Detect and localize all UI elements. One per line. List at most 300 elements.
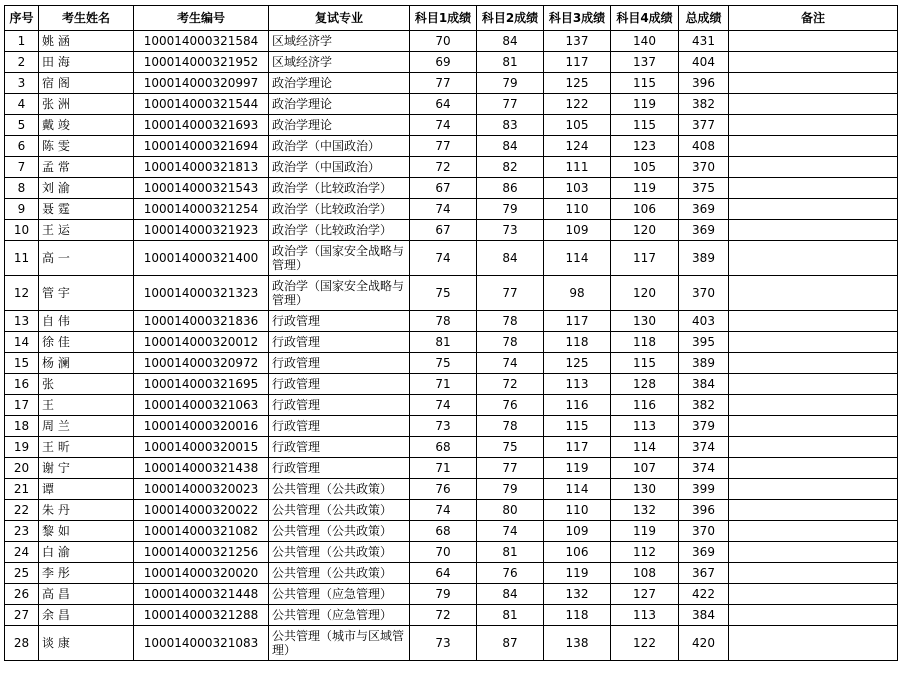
cell-score4: 114 bbox=[611, 437, 679, 458]
cell-id: 100014000321836 bbox=[134, 311, 269, 332]
cell-score2: 76 bbox=[477, 395, 544, 416]
cell-score2: 74 bbox=[477, 521, 544, 542]
cell-score1: 76 bbox=[410, 479, 477, 500]
cell-note bbox=[729, 178, 898, 199]
cell-note bbox=[729, 220, 898, 241]
cell-note bbox=[729, 52, 898, 73]
cell-total: 396 bbox=[679, 73, 729, 94]
cell-score3: 119 bbox=[544, 458, 611, 479]
cell-total: 377 bbox=[679, 115, 729, 136]
cell-score4: 116 bbox=[611, 395, 679, 416]
cell-id: 100014000320972 bbox=[134, 353, 269, 374]
cell-score3: 118 bbox=[544, 605, 611, 626]
cell-score1: 69 bbox=[410, 52, 477, 73]
cell-score3: 138 bbox=[544, 626, 611, 661]
score-table bbox=[4, 5, 898, 661]
cell-note bbox=[729, 94, 898, 115]
cell-score4: 105 bbox=[611, 157, 679, 178]
cell-score2: 86 bbox=[477, 178, 544, 199]
cell-major: 政治学（比较政治学） bbox=[269, 178, 410, 199]
header-score3: 科目3成绩 bbox=[544, 6, 611, 31]
cell-no: 11 bbox=[5, 241, 39, 276]
cell-no: 21 bbox=[5, 479, 39, 500]
cell-score3: 114 bbox=[544, 479, 611, 500]
cell-note bbox=[729, 276, 898, 311]
cell-name: 谭 bbox=[39, 479, 134, 500]
table-row bbox=[5, 458, 898, 479]
cell-score4: 130 bbox=[611, 311, 679, 332]
cell-name: 黎 如 bbox=[39, 521, 134, 542]
cell-score2: 81 bbox=[477, 52, 544, 73]
cell-score1: 64 bbox=[410, 563, 477, 584]
cell-no: 17 bbox=[5, 395, 39, 416]
cell-major: 公共管理（公共政策） bbox=[269, 542, 410, 563]
cell-total: 396 bbox=[679, 500, 729, 521]
table-row bbox=[5, 353, 898, 374]
header-no: 序号 bbox=[5, 6, 39, 31]
cell-note bbox=[729, 374, 898, 395]
cell-id: 100014000321254 bbox=[134, 199, 269, 220]
cell-score4: 127 bbox=[611, 584, 679, 605]
cell-score4: 107 bbox=[611, 458, 679, 479]
table-row bbox=[5, 31, 898, 52]
cell-no: 14 bbox=[5, 332, 39, 353]
header-score4: 科目4成绩 bbox=[611, 6, 679, 31]
cell-name: 王 bbox=[39, 395, 134, 416]
cell-id: 100014000321400 bbox=[134, 241, 269, 276]
cell-no: 7 bbox=[5, 157, 39, 178]
cell-score3: 124 bbox=[544, 136, 611, 157]
cell-note bbox=[729, 458, 898, 479]
cell-score2: 75 bbox=[477, 437, 544, 458]
cell-no: 13 bbox=[5, 311, 39, 332]
cell-score2: 84 bbox=[477, 584, 544, 605]
cell-total: 389 bbox=[679, 241, 729, 276]
cell-score3: 117 bbox=[544, 437, 611, 458]
cell-note bbox=[729, 542, 898, 563]
cell-score3: 117 bbox=[544, 311, 611, 332]
cell-no: 9 bbox=[5, 199, 39, 220]
cell-score4: 118 bbox=[611, 332, 679, 353]
cell-score2: 79 bbox=[477, 199, 544, 220]
cell-note bbox=[729, 332, 898, 353]
cell-score2: 84 bbox=[477, 31, 544, 52]
cell-major: 政治学（比较政治学） bbox=[269, 220, 410, 241]
cell-score4: 137 bbox=[611, 52, 679, 73]
cell-note bbox=[729, 241, 898, 276]
cell-id: 100014000321923 bbox=[134, 220, 269, 241]
cell-score3: 115 bbox=[544, 416, 611, 437]
table-row bbox=[5, 563, 898, 584]
cell-no: 26 bbox=[5, 584, 39, 605]
cell-name: 聂 霆 bbox=[39, 199, 134, 220]
cell-id: 100014000320012 bbox=[134, 332, 269, 353]
cell-score3: 98 bbox=[544, 276, 611, 311]
cell-total: 422 bbox=[679, 584, 729, 605]
cell-score3: 119 bbox=[544, 563, 611, 584]
cell-score4: 120 bbox=[611, 276, 679, 311]
cell-major: 行政管理 bbox=[269, 416, 410, 437]
cell-name: 戴 竣 bbox=[39, 115, 134, 136]
cell-score1: 75 bbox=[410, 353, 477, 374]
cell-score4: 112 bbox=[611, 542, 679, 563]
cell-total: 369 bbox=[679, 542, 729, 563]
cell-major: 政治学理论 bbox=[269, 94, 410, 115]
cell-score4: 123 bbox=[611, 136, 679, 157]
cell-major: 公共管理（应急管理） bbox=[269, 584, 410, 605]
cell-name: 自 伟 bbox=[39, 311, 134, 332]
cell-id: 100014000321288 bbox=[134, 605, 269, 626]
cell-major: 公共管理（公共政策） bbox=[269, 500, 410, 521]
cell-total: 382 bbox=[679, 94, 729, 115]
cell-score1: 74 bbox=[410, 115, 477, 136]
cell-score3: 109 bbox=[544, 521, 611, 542]
cell-name: 李 彤 bbox=[39, 563, 134, 584]
cell-score2: 84 bbox=[477, 136, 544, 157]
cell-score1: 72 bbox=[410, 157, 477, 178]
table-row bbox=[5, 276, 898, 311]
cell-name: 朱 丹 bbox=[39, 500, 134, 521]
cell-id: 100014000320016 bbox=[134, 416, 269, 437]
cell-score2: 84 bbox=[477, 241, 544, 276]
cell-score3: 103 bbox=[544, 178, 611, 199]
cell-note bbox=[729, 584, 898, 605]
cell-no: 3 bbox=[5, 73, 39, 94]
cell-score4: 113 bbox=[611, 416, 679, 437]
cell-total: 384 bbox=[679, 374, 729, 395]
cell-total: 369 bbox=[679, 199, 729, 220]
cell-major: 政治学（中国政治） bbox=[269, 157, 410, 178]
cell-id: 100014000321813 bbox=[134, 157, 269, 178]
cell-score1: 70 bbox=[410, 542, 477, 563]
cell-score4: 106 bbox=[611, 199, 679, 220]
cell-name: 徐 佳 bbox=[39, 332, 134, 353]
cell-note bbox=[729, 563, 898, 584]
cell-no: 10 bbox=[5, 220, 39, 241]
cell-score4: 140 bbox=[611, 31, 679, 52]
cell-score3: 105 bbox=[544, 115, 611, 136]
cell-id: 100014000320023 bbox=[134, 479, 269, 500]
header-note: 备注 bbox=[729, 6, 898, 31]
cell-note bbox=[729, 73, 898, 94]
cell-score3: 116 bbox=[544, 395, 611, 416]
cell-no: 4 bbox=[5, 94, 39, 115]
cell-score3: 122 bbox=[544, 94, 611, 115]
cell-name: 孟 常 bbox=[39, 157, 134, 178]
header-score1: 科目1成绩 bbox=[410, 6, 477, 31]
cell-score3: 125 bbox=[544, 353, 611, 374]
cell-no: 8 bbox=[5, 178, 39, 199]
cell-score1: 72 bbox=[410, 605, 477, 626]
cell-score2: 79 bbox=[477, 73, 544, 94]
cell-name: 陈 雯 bbox=[39, 136, 134, 157]
cell-score3: 117 bbox=[544, 52, 611, 73]
cell-major: 区域经济学 bbox=[269, 52, 410, 73]
cell-total: 382 bbox=[679, 395, 729, 416]
cell-major: 公共管理（公共政策） bbox=[269, 563, 410, 584]
cell-major: 公共管理（公共政策） bbox=[269, 521, 410, 542]
cell-total: 369 bbox=[679, 220, 729, 241]
cell-score2: 87 bbox=[477, 626, 544, 661]
table-row bbox=[5, 199, 898, 220]
table-row bbox=[5, 73, 898, 94]
cell-score1: 67 bbox=[410, 178, 477, 199]
cell-note bbox=[729, 626, 898, 661]
cell-major: 行政管理 bbox=[269, 353, 410, 374]
table-row bbox=[5, 157, 898, 178]
cell-no: 19 bbox=[5, 437, 39, 458]
cell-score4: 122 bbox=[611, 626, 679, 661]
cell-score3: 110 bbox=[544, 500, 611, 521]
cell-no: 24 bbox=[5, 542, 39, 563]
cell-note bbox=[729, 500, 898, 521]
cell-no: 27 bbox=[5, 605, 39, 626]
header-name: 考生姓名 bbox=[39, 6, 134, 31]
cell-total: 420 bbox=[679, 626, 729, 661]
table-row bbox=[5, 311, 898, 332]
cell-name: 高 昌 bbox=[39, 584, 134, 605]
cell-score4: 130 bbox=[611, 479, 679, 500]
cell-score4: 113 bbox=[611, 605, 679, 626]
cell-score3: 137 bbox=[544, 31, 611, 52]
cell-score4: 117 bbox=[611, 241, 679, 276]
table-row bbox=[5, 220, 898, 241]
cell-note bbox=[729, 479, 898, 500]
table-row bbox=[5, 94, 898, 115]
cell-name: 杨 澜 bbox=[39, 353, 134, 374]
table-row bbox=[5, 437, 898, 458]
cell-score3: 118 bbox=[544, 332, 611, 353]
cell-total: 367 bbox=[679, 563, 729, 584]
cell-major: 政治学（中国政治） bbox=[269, 136, 410, 157]
cell-major: 行政管理 bbox=[269, 332, 410, 353]
cell-name: 管 宇 bbox=[39, 276, 134, 311]
cell-score4: 115 bbox=[611, 353, 679, 374]
cell-major: 区域经济学 bbox=[269, 31, 410, 52]
cell-note bbox=[729, 311, 898, 332]
cell-note bbox=[729, 437, 898, 458]
header-id: 考生编号 bbox=[134, 6, 269, 31]
cell-total: 404 bbox=[679, 52, 729, 73]
cell-major: 行政管理 bbox=[269, 374, 410, 395]
cell-name: 田 海 bbox=[39, 52, 134, 73]
cell-id: 100014000320015 bbox=[134, 437, 269, 458]
cell-score1: 77 bbox=[410, 136, 477, 157]
cell-score2: 72 bbox=[477, 374, 544, 395]
cell-name: 张 bbox=[39, 374, 134, 395]
cell-score2: 76 bbox=[477, 563, 544, 584]
cell-note bbox=[729, 31, 898, 52]
cell-total: 370 bbox=[679, 276, 729, 311]
cell-score2: 77 bbox=[477, 276, 544, 311]
header-score2: 科目2成绩 bbox=[477, 6, 544, 31]
table-row bbox=[5, 500, 898, 521]
cell-score2: 82 bbox=[477, 157, 544, 178]
cell-score4: 132 bbox=[611, 500, 679, 521]
cell-score3: 109 bbox=[544, 220, 611, 241]
cell-score4: 119 bbox=[611, 94, 679, 115]
cell-id: 100014000321543 bbox=[134, 178, 269, 199]
cell-no: 20 bbox=[5, 458, 39, 479]
cell-score2: 79 bbox=[477, 479, 544, 500]
cell-id: 100014000321584 bbox=[134, 31, 269, 52]
cell-score1: 81 bbox=[410, 332, 477, 353]
cell-score2: 77 bbox=[477, 458, 544, 479]
cell-name: 王 运 bbox=[39, 220, 134, 241]
cell-score1: 68 bbox=[410, 437, 477, 458]
cell-total: 403 bbox=[679, 311, 729, 332]
cell-no: 15 bbox=[5, 353, 39, 374]
cell-id: 100014000321256 bbox=[134, 542, 269, 563]
cell-score2: 78 bbox=[477, 311, 544, 332]
table-row bbox=[5, 626, 898, 661]
cell-total: 389 bbox=[679, 353, 729, 374]
cell-score1: 74 bbox=[410, 241, 477, 276]
cell-score1: 74 bbox=[410, 395, 477, 416]
cell-score2: 81 bbox=[477, 605, 544, 626]
cell-score3: 132 bbox=[544, 584, 611, 605]
cell-note bbox=[729, 199, 898, 220]
header-total: 总成绩 bbox=[679, 6, 729, 31]
cell-name: 高 一 bbox=[39, 241, 134, 276]
cell-total: 384 bbox=[679, 605, 729, 626]
table-row bbox=[5, 115, 898, 136]
cell-note bbox=[729, 605, 898, 626]
table-row bbox=[5, 521, 898, 542]
cell-total: 379 bbox=[679, 416, 729, 437]
cell-score2: 74 bbox=[477, 353, 544, 374]
cell-name: 王 昕 bbox=[39, 437, 134, 458]
cell-note bbox=[729, 395, 898, 416]
cell-total: 375 bbox=[679, 178, 729, 199]
cell-score1: 74 bbox=[410, 199, 477, 220]
cell-note bbox=[729, 136, 898, 157]
cell-no: 12 bbox=[5, 276, 39, 311]
cell-major: 行政管理 bbox=[269, 437, 410, 458]
header-major: 复试专业 bbox=[269, 6, 410, 31]
cell-score1: 64 bbox=[410, 94, 477, 115]
table-row bbox=[5, 136, 898, 157]
cell-no: 25 bbox=[5, 563, 39, 584]
cell-total: 370 bbox=[679, 157, 729, 178]
cell-score1: 73 bbox=[410, 626, 477, 661]
cell-id: 100014000321438 bbox=[134, 458, 269, 479]
cell-score4: 108 bbox=[611, 563, 679, 584]
cell-major: 政治学（国家安全战略与管理） bbox=[269, 276, 410, 311]
cell-major: 公共管理（应急管理） bbox=[269, 605, 410, 626]
cell-name: 谢 宁 bbox=[39, 458, 134, 479]
cell-major: 公共管理（公共政策） bbox=[269, 479, 410, 500]
cell-id: 100014000321063 bbox=[134, 395, 269, 416]
cell-no: 23 bbox=[5, 521, 39, 542]
cell-id: 100014000321448 bbox=[134, 584, 269, 605]
cell-score1: 75 bbox=[410, 276, 477, 311]
table-row bbox=[5, 479, 898, 500]
cell-score1: 73 bbox=[410, 416, 477, 437]
cell-total: 408 bbox=[679, 136, 729, 157]
cell-major: 政治学理论 bbox=[269, 73, 410, 94]
table-row bbox=[5, 241, 898, 276]
cell-score1: 79 bbox=[410, 584, 477, 605]
cell-score2: 77 bbox=[477, 94, 544, 115]
cell-no: 18 bbox=[5, 416, 39, 437]
cell-id: 100014000320022 bbox=[134, 500, 269, 521]
cell-score4: 119 bbox=[611, 521, 679, 542]
cell-score1: 68 bbox=[410, 521, 477, 542]
cell-id: 100014000321544 bbox=[134, 94, 269, 115]
cell-total: 374 bbox=[679, 437, 729, 458]
cell-id: 100014000320997 bbox=[134, 73, 269, 94]
cell-no: 16 bbox=[5, 374, 39, 395]
cell-score2: 78 bbox=[477, 416, 544, 437]
cell-name: 余 昌 bbox=[39, 605, 134, 626]
cell-score1: 71 bbox=[410, 374, 477, 395]
cell-score4: 119 bbox=[611, 178, 679, 199]
cell-name: 张 洲 bbox=[39, 94, 134, 115]
cell-major: 行政管理 bbox=[269, 458, 410, 479]
cell-score2: 80 bbox=[477, 500, 544, 521]
cell-score4: 115 bbox=[611, 73, 679, 94]
cell-major: 公共管理（城市与区域管理） bbox=[269, 626, 410, 661]
cell-name: 姚 涵 bbox=[39, 31, 134, 52]
table-row bbox=[5, 332, 898, 353]
table-row bbox=[5, 542, 898, 563]
cell-total: 370 bbox=[679, 521, 729, 542]
cell-total: 374 bbox=[679, 458, 729, 479]
cell-name: 谈 康 bbox=[39, 626, 134, 661]
cell-no: 5 bbox=[5, 115, 39, 136]
cell-score3: 113 bbox=[544, 374, 611, 395]
cell-name: 白 渝 bbox=[39, 542, 134, 563]
cell-major: 政治学（国家安全战略与管理） bbox=[269, 241, 410, 276]
cell-id: 100014000321323 bbox=[134, 276, 269, 311]
cell-score1: 78 bbox=[410, 311, 477, 332]
table-row bbox=[5, 605, 898, 626]
cell-id: 100014000321083 bbox=[134, 626, 269, 661]
table-row bbox=[5, 395, 898, 416]
cell-id: 100014000321694 bbox=[134, 136, 269, 157]
cell-score2: 73 bbox=[477, 220, 544, 241]
cell-id: 100014000321952 bbox=[134, 52, 269, 73]
cell-score1: 70 bbox=[410, 31, 477, 52]
cell-id: 100014000321695 bbox=[134, 374, 269, 395]
cell-note bbox=[729, 115, 898, 136]
cell-score2: 78 bbox=[477, 332, 544, 353]
cell-score2: 83 bbox=[477, 115, 544, 136]
cell-score1: 77 bbox=[410, 73, 477, 94]
cell-name: 宿 阁 bbox=[39, 73, 134, 94]
table-row bbox=[5, 584, 898, 605]
table-row bbox=[5, 52, 898, 73]
cell-id: 100014000320020 bbox=[134, 563, 269, 584]
cell-score3: 125 bbox=[544, 73, 611, 94]
cell-total: 399 bbox=[679, 479, 729, 500]
cell-score3: 106 bbox=[544, 542, 611, 563]
cell-no: 6 bbox=[5, 136, 39, 157]
cell-score4: 128 bbox=[611, 374, 679, 395]
cell-score2: 81 bbox=[477, 542, 544, 563]
cell-score4: 115 bbox=[611, 115, 679, 136]
cell-note bbox=[729, 521, 898, 542]
cell-major: 行政管理 bbox=[269, 395, 410, 416]
cell-id: 100014000321693 bbox=[134, 115, 269, 136]
cell-note bbox=[729, 416, 898, 437]
table-row bbox=[5, 416, 898, 437]
cell-no: 1 bbox=[5, 31, 39, 52]
cell-name: 刘 渝 bbox=[39, 178, 134, 199]
header-row bbox=[5, 6, 898, 31]
cell-note bbox=[729, 157, 898, 178]
